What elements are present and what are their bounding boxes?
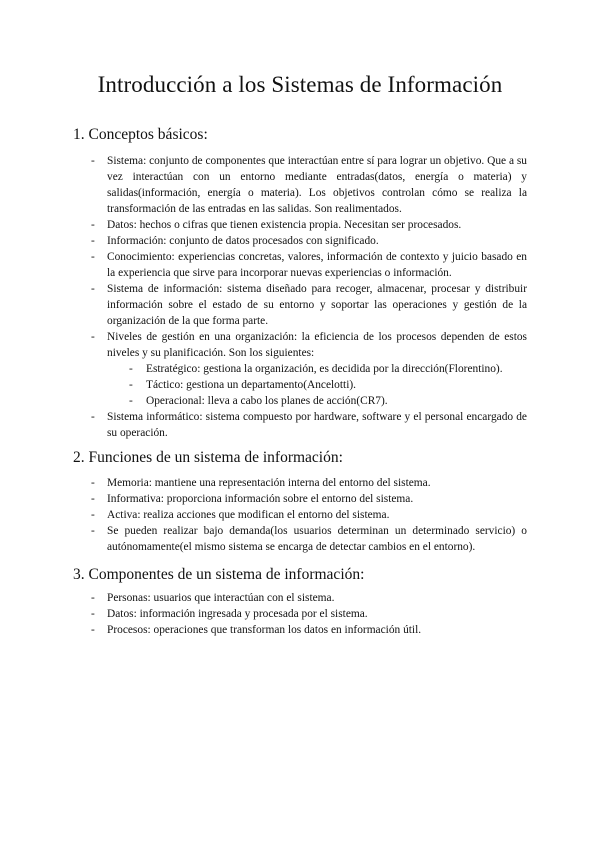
- section-heading-funciones: 2. Funciones de un sistema de información:: [73, 449, 343, 466]
- section-heading-componentes: 3. Componentes de un sistema de información:: [73, 566, 365, 583]
- list-item: - Activa: realiza acciones que modifican el entorno del sistema.: [0, 507, 527, 523]
- list-item-text: Niveles de gestión en una organización: la eficiencia de los procesos dependen de estos niveles y su planificación. Son los siguientes:: [107, 331, 527, 359]
- list-item: - Sistema: conjunto de componentes que interactúan entre sí para lograr un objetivo. Que a su vez interactúan con un entorno mediante entradas(datos, energía o materia) y salidas(información, energía o materia). Los objetivos controlan cómo se realiza la transformación de las entradas en las salidas. Son realimentados.: [0, 153, 527, 217]
- list-item: - Sistema informático: sistema compuesto por hardware, software y el personal encargado de su operación.: [0, 409, 527, 441]
- list-item: - Memoria: mantiene una representación interna del entorno del sistema.: [0, 475, 527, 491]
- list-funciones: [0, 475, 527, 555]
- list-componentes: [0, 590, 527, 638]
- list-conceptos: [0, 153, 527, 441]
- list-item: - Datos: hechos o cifras que tienen existencia propia. Necesitan ser procesados.: [0, 217, 527, 233]
- list-item: - Datos: información ingresada y procesada por el sistema.: [0, 606, 527, 622]
- list-item-niveles: [0, 329, 527, 409]
- page-title: Introducción a los Sistemas de Información: [97, 72, 503, 97]
- section-heading-conceptos: 1. Conceptos básicos:: [73, 126, 208, 143]
- list-item: - Procesos: operaciones que transforman los datos en información útil.: [0, 622, 527, 638]
- list-item: - Informativa: proporciona información sobre el entorno del sistema.: [0, 491, 527, 507]
- list-item: - Sistema de información: sistema diseñado para recoger, almacenar, procesar y distribuir información sobre el estado de su entorno y soportar las operaciones y gestión de la organización de la que forma parte.: [0, 281, 527, 329]
- sublist-item: - Táctico: gestiona un departamento(Ancelotti).: [107, 377, 527, 393]
- list-item: - Información: conjunto de datos procesados con significado.: [0, 233, 527, 249]
- sublist-niveles: [107, 361, 527, 409]
- list-item: - Conocimiento: experiencias concretas, valores, información de contexto y juicio basado en la experiencia que sirve para incorporar nuevas experiencias o información.: [0, 249, 527, 281]
- list-item: - Se pueden realizar bajo demanda(los usuarios determinan un determinado servicio) o autónomamente(el mismo sistema se encarga de detectar cambios en el entorno).: [0, 523, 527, 555]
- sublist-item: - Estratégico: gestiona la organización, es decidida por la dirección(Florentino).: [107, 361, 527, 377]
- sublist-item: - Operacional: lleva a cabo los planes de acción(CR7).: [107, 393, 527, 409]
- list-item: - Personas: usuarios que interactúan con el sistema.: [0, 590, 527, 606]
